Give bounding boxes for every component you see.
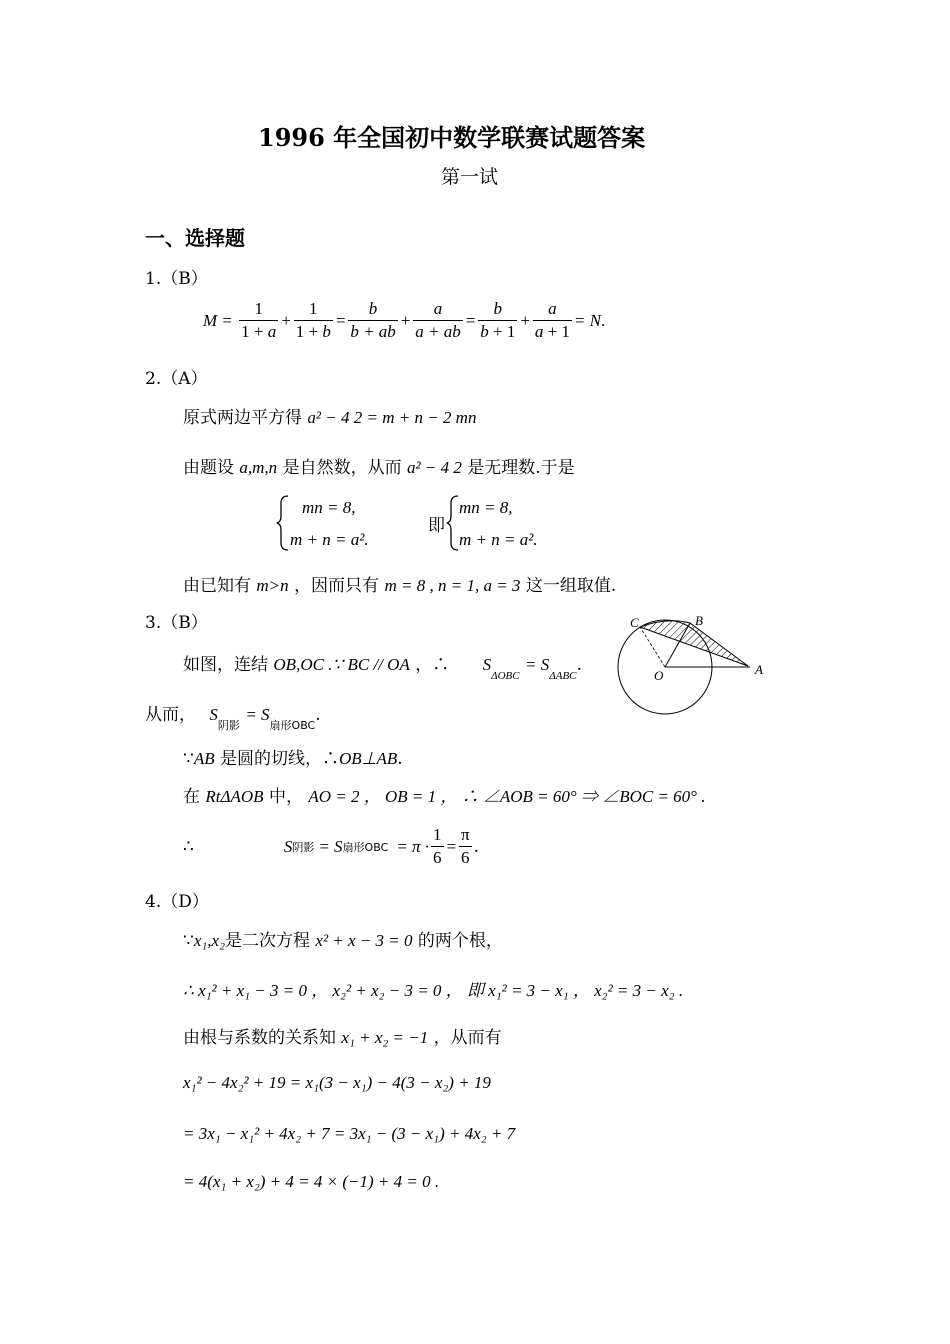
q3-frac1-num: 1 <box>431 824 444 847</box>
q3-line4-b: RtΔAOB <box>205 787 264 806</box>
q2-label: 2.（A） <box>145 369 208 389</box>
q3-line3-b: AB <box>193 749 215 768</box>
q4-line1 <box>183 926 503 951</box>
q1-label: 1.（B） <box>145 269 208 289</box>
q3-line4-a: 在 <box>183 787 200 807</box>
q4-label: 4.（D） <box>145 892 209 912</box>
geometry-figure <box>612 610 772 720</box>
q3-s-symbol: S <box>482 655 492 674</box>
q2-line2-text-b: 是自然数，从而 <box>282 458 402 478</box>
q3-frac2-den: 6 <box>461 848 470 867</box>
q2-line3-formula: m = 8 , n = 1, a = 3 <box>384 576 521 595</box>
q3-frac1-den: 6 <box>433 848 442 867</box>
q2-line1 <box>183 403 476 428</box>
q3-line5-therefore: ∴ <box>183 836 194 857</box>
q4-line5: = 3x₁ − x₁² + 4x₂ + 7 = 3x₁ − (3 − x₁) + 4x₂ + 7 <box>183 1124 516 1143</box>
q3-line2-eq: = S <box>245 705 270 724</box>
q3-line5-sub-b: 扇形OBC <box>342 840 389 854</box>
q3-frac2-num: π <box>459 824 472 847</box>
q4-line3-a: 由根与系数的关系知 <box>183 1028 336 1048</box>
q4-line1-vars: x₁,x₂ <box>193 931 225 950</box>
section-heading: 一、选择题 <box>145 226 245 250</box>
q3-sub-abc: ΔABC <box>549 670 577 682</box>
q2-line3-text-b: ，因而只有 <box>294 576 380 596</box>
q4-line1-a: ∵ <box>183 931 194 951</box>
shaded-region <box>640 621 748 666</box>
q3-line1-text-b: ，∴ <box>415 655 450 675</box>
q4-line1-formula: x² + x − 3 = 0 <box>315 931 413 950</box>
system1-brace <box>276 494 290 552</box>
q3-eq: = S <box>525 655 550 674</box>
q3-line4 <box>183 782 705 807</box>
q2-line1-text: 原式两边平方得 <box>183 408 302 428</box>
label-A: A <box>755 662 763 677</box>
label-B: B <box>695 613 703 628</box>
q3-line3: ∵AB 是圆的切线，∴OB⊥AB. <box>183 749 403 769</box>
q3-line3-d: OB⊥AB <box>339 749 398 768</box>
q3-line2-sub-a: 阴影 <box>217 719 240 732</box>
q3-line2-s: S <box>209 705 218 724</box>
q2-line1-formula: a² − 4 2 = m + n − 2 mn <box>307 408 477 427</box>
system2-brace <box>446 494 460 552</box>
q2-line2-text-a: 由题设 <box>183 458 234 478</box>
q2-line2-text-c: 是无理数.于是 <box>467 458 575 478</box>
system1-row1: mn = 8, <box>302 498 356 517</box>
q3-line3-c: 是圆的切线，∴ <box>220 749 340 769</box>
q3-line5: ∴ S 阴影 = S 扇形OBC = π · $\frac{1}{6}$ = $\frac{\pi}{6}$ . <box>183 825 479 867</box>
q3-line2-sub-b: 扇形OBC <box>269 719 316 732</box>
q3-line5-sub-a: 阴影 <box>292 840 315 854</box>
q3-line1-formula-a: OB,OC .∵ BC // OA <box>273 655 410 674</box>
q3-line5-eq2: = <box>445 836 457 856</box>
q3-line1-text: 如图，连结 <box>183 655 268 675</box>
q1-formula: M = $\frac{1}{1 + a}$ + $\frac{1}{1 + b}$ = $\frac{b}{b + ab}$ + $\frac{a}{a + ab}$ = $\frac{b}{b + 1}$ + $\frac{a}{a + 1}$ = N . <box>203 299 606 341</box>
q4-line6: = 4(x₁ + x₂) + 4 = 4 × (−1) + 4 = 0 . <box>183 1172 440 1191</box>
q3-line2: 从而， $S_{阴影} = S_{扇形OBC}$. <box>145 705 321 732</box>
q3-line1: 如图，连结 OB,OC .∵ BC // OA ，∴ $S_{\Delta OBC} = S_{\Delta ABC}$. <box>183 655 582 682</box>
q4-line3-formula: x₁ + x₂ = −1 <box>341 1028 429 1047</box>
q2-line2-vars: a,m,n <box>239 458 278 477</box>
q3-line4-c: 中， <box>268 787 303 807</box>
q3-line5-s: S <box>283 836 293 856</box>
q2-line2 <box>183 453 575 478</box>
q4-line1-b: 是二次方程 <box>225 931 310 951</box>
q4-line1-c: 的两个根， <box>417 931 503 951</box>
label-O: O <box>654 668 664 683</box>
system-connector: 即 <box>428 516 445 536</box>
q3-label: 3.（B） <box>145 613 208 633</box>
q4-line2: ∴ x₁² + x₁ − 3 = 0 ， x₂² + x₂ − 3 = 0 ， 即 x₁² = 3 − x₁ ， x₂² = 3 − x₂ . <box>183 981 684 1000</box>
system1-row2: m + n = a². <box>290 530 369 549</box>
q2-line2-formula: a² − 4 2 <box>407 458 462 477</box>
q3-sub-obc: ΔOBC <box>491 670 520 682</box>
q2-line3-text-a: 由已知有 <box>183 576 251 596</box>
q3-frac-1 <box>431 824 444 869</box>
q3-line3-a: ∵ <box>183 749 194 769</box>
q4-line3 <box>183 1023 502 1048</box>
page-title: 1996 年全国初中数学联赛试题答案 <box>258 123 646 152</box>
q3-line4-d: AO = 2 ， OB = 1 ， ∴ ∠AOB = 60° ⇒ ∠BOC = 60° . <box>308 787 706 806</box>
q2-line3-var: m>n <box>256 576 289 595</box>
q3-frac-2 <box>459 824 472 869</box>
q3-line5-pi: = π · <box>396 836 430 856</box>
q2-line3 <box>183 571 616 596</box>
page-subtitle: 第一试 <box>441 166 499 188</box>
q4-line4: x₁² − 4x₂² + 19 = x₁(3 − x₁) − 4(3 − x₂) + 19 <box>183 1073 491 1092</box>
q2-line3-text-c: 这一组取值. <box>525 576 617 596</box>
system2-row2: m + n = a². <box>459 530 538 549</box>
q3-line2-text: 从而， <box>145 705 196 725</box>
q3-line5-eq: = S <box>318 836 343 856</box>
label-C: C <box>630 615 639 630</box>
q4-line3-b: ，从而有 <box>433 1028 502 1048</box>
system2-row1: mn = 8, <box>459 498 513 517</box>
